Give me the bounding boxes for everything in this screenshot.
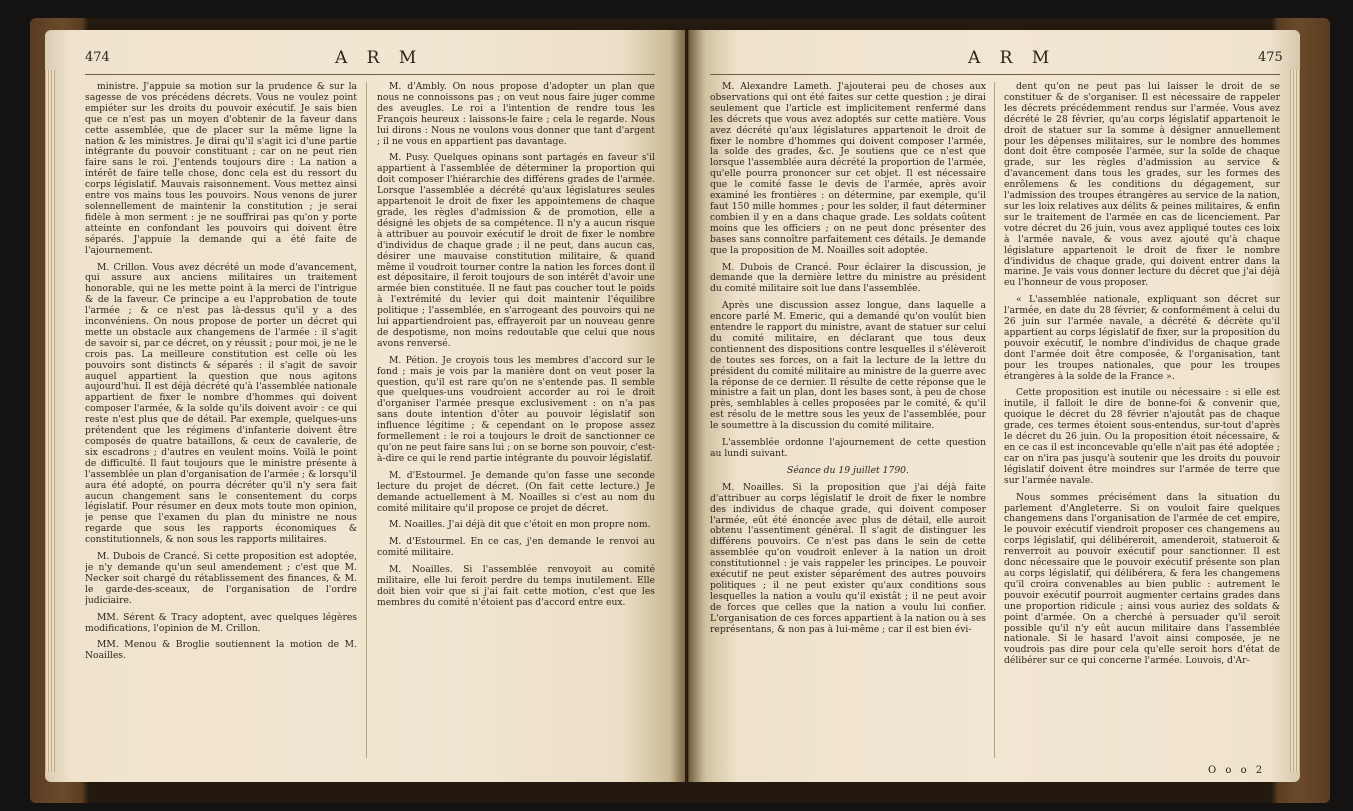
right-page-edge <box>1290 70 1300 772</box>
paragraph: M. d'Estourmel. Je demande qu'on fasse une seconde lecture du projet de décret. (On fait cette lecture.) Je demande actuellement à M. Noailles si c'est au nom du comité militaire qu'il propose ce projet de décret. <box>377 469 655 514</box>
right-head-rule <box>710 74 1280 75</box>
paragraph: M. Dubois de Crancé. Si cette proposition est adoptée, je n'y demande qu'un seul amendement ; c'est que M. Necker soit chargé du rétablissement des finances, & M. le garde-des-sceaux, de l'organisation de l'ordre judiciaire. <box>85 551 357 606</box>
paragraph: M. Pétion. Je croyois tous les membres d'accord sur le fond ; mais je vois par la manière dont on veut poser la question, qu'il est rare qu'on ne s'entende pas. Il semble que quelques-uns voudroient accorder au roi le droit d'organiser l'armée presque exclusivement : on n'a pas sans doute intention d'ôter au pouvoir législatif son influence légitime ; & cependant on le propose assez formellement : le roi a toujours le droit de sanctionner ce qu'on ne peut faire sans lui ; on se borne son pouvoir, c'est-à-dire ce qui le rend partie intégrante du pouvoir législatif. <box>377 354 655 464</box>
decree-quote: « L'assemblée nationale, expliquant son décret sur l'armée, en date du 28 février, & conformément à celui du 26 juin sur l'armée navale, a décrété & décrète qu'il appartient au corps législatif de fixer, sur la proposition du pouvoir exécutif, le nombre d'individus de chaque grade dont l'armée doit être composée, & l'organisation, tant pour les troupes nationales, que pour les troupes étrangères à la solde de la France ». <box>1004 294 1280 382</box>
right-headword: A R M <box>968 48 1057 68</box>
right-running-head <box>688 48 1300 72</box>
right-column-1 <box>710 82 986 762</box>
left-headword: A R M <box>335 48 424 68</box>
paragraph: M. Noailles. Si l'assemblée renvoyoit au comité militaire, elle lui feroit perdre du temps inutilement. Elle doit bien voir que si j'ai fait cette motion, c'est que les membres du comité n'étoient pas d'accord entre eux. <box>377 564 655 608</box>
paragraph: MM. Menou & Broglie soutiennent la motion de M. Noailles. <box>85 639 357 662</box>
paragraph: M. Noailles. Si la proposition que j'ai déjà faite d'attribuer au corps législatif le droit de fixer le nombre des individus de chaque grade, qui doivent composer l'armée, eût été énoncée avec plus de détail, elle auroit obtenu l'assentiment général. Il s'agit de distinguer les différens pouvoirs. Ce n'est pas dans le sein de cette assemblée qu'on voudroit enlever à la nation un droit constitutionnel : je vais rappeler les principes. Le pouvoir exécutif ne peut exister séparément des autres pouvoirs politiques ; il ne peut exister qu'aux conditions sous lesquelles la nation a voulu qu'il existât ; il ne peut avoir de forces que celles que la nation a voulu lui confier. L'organisation de ces forces appartient à la nation ou à ses représentans, & non pas à lui-même ; car il est bien évi- <box>710 481 986 635</box>
left-column-1 <box>85 82 357 762</box>
session-heading: Séance du 19 juillet 1790. <box>787 464 909 476</box>
left-page-edge <box>45 70 55 772</box>
paragraph: Après une discussion assez longue, dans laquelle a encore parlé M. Emeric, qui a demandé qu'on voulût bien entendre le rapport du ministre, avant de statuer sur celui du comité militaire, en déclarant que tous deux contiennent des dispositions contre lesquelles il s'élèveroit de toutes ses forces, on a fait la lecture de la lettre du président du comité militaire au ministre de la guerre avec la réponse de ce dernier. Il résulte de cette réponse que le ministre a fait un plan, dont les bases sont, à peu de chose près, semblables à celles proposées par le comité, & qu'il est résolu de le mettre sous les yeux de l'assemblée, pour le soumettre à la discussion du comité militaire. <box>710 300 986 432</box>
paragraph: M. Pusy. Quelques opinans sont partagés en faveur s'il appartient à l'assemblée de déterminer la proportion qui doit composer l'hiérarchie des différens grades de l'armée. Lorsque l'assemblée a décrété qu'aux législatures seules appartenoit le droit de fixer les appointemens de chaque grade, les règles d'admission & de promotion, elle a désigné les objets de sa compétence. Il n'y a aucun risque à attribuer au pouvoir exécutif le droit de fixer le nombre d'individus de chaque grade ; il ne peut, dans aucun cas, désirer une mauvaise constitution militaire, & quand même il voudroit tourner contre la nation les forces dont il est dépositaire, il feroit toujours de son intérêt d'avoir une armée bien constituée. Il ne faut pas coucher tout le poids à l'extrémité du levier qui doit maintenir l'équilibre politique ; l'assemblée, en s'arrogeant des pouvoirs qui ne lui appartiendroient pas, effrayeroit par un nouveau genre de despotisme, non moins redoutable que celui que nous avons renversé. <box>377 152 655 349</box>
right-page <box>688 30 1300 782</box>
paragraph: dent qu'on ne peut pas lui laisser le droit de se constituer & de s'organiser. Il est nécessaire de rappeler les décrets précédemment rendus sur l'armée. Vous avez décrété le 28 février, qu'au corps législatif appartenoit le droit de statuer sur la somme à désigner annuellement pour les dépenses militaires, sur le nombre des hommes dont doit être composée l'armée, sur la solde de chaque grade, sur les règles d'admission au service & d'avancement dans tous les grades, sur les formes des enrôlemens & les conditions du dégagement, sur l'admission des troupes étrangères au service de la nation, sur les loix relatives aux délits & peines militaires, & enfin sur le traitement de l'armée en cas de licenciement. Par votre décret du 26 juin, vous avez appliqué toutes ces loix à l'armée navale, & vous avez ajouté qu'à chaque législature appartenoit le droit de fixer le nombre d'individus de chaque grade, qui doivent entrer dans la marine. Je vais vous donner lecture du décret que j'ai déjà eu l'honneur de vous proposer. <box>1004 82 1280 289</box>
signature-mark: O o o 2 <box>1208 765 1266 776</box>
paragraph: M. Dubois de Crancé. Pour éclairer la discussion, je demande que la dernière lettre du ministre au président du comité militaire soit lue dans l'assemblée. <box>710 261 986 295</box>
paragraph: ministre. J'appuie sa motion sur la prudence & sur la sagesse de vos précédens décrets. Vous ne voulez point empiéter sur les droits du pouvoir exécutif. Je sais bien que ce n'est pas un moyen d'obtenir de la faveur dans cette assemblée, que de placer sur la même ligne la nation & les ministres. Je dirai qu'il s'agit ici d'une partie intégrante du pouvoir constituant ; car on ne peut rien faire sans le roi. J'entends toujours dire : La nation a intérêt de faire telle chose, donc cela est du ressort du corps législatif. Mauvais raisonnement. Vous mettez ainsi entre vos mains tous les pouvoirs. Nous venons de jurer solennellement de maintenir la constitution ; je serai fidèle à mon serment : je ne souffrirai pas qu'on y porte atteinte en confondant les pouvoirs qui doivent être séparés. J'appuie la demande qui a été faite de l'ajournement. <box>85 82 357 256</box>
right-column-divider <box>994 82 995 758</box>
paragraph: Cette proposition est inutile ou nécessaire : si elle est inutile, il falloit le dire de bonne-foi & convenir que, quoique le décret du 28 février n'ajoutât pas de chaque grade, ces termes étoient sous-entendus, sur-tout d'après le décret du 26 juin. Ou la proposition étoit nécessaire, & en ce cas il est inconcevable qu'elle n'ait pas été adoptée ; car on n'ira pas jusqu'à soutenir que les droits du pouvoir législatif doivent être moindres sur l'armée de terre que sur l'armée navale. <box>1004 387 1280 486</box>
paragraph: M. d'Ambly. On nous propose d'adopter un plan que nous ne connoissons pas ; on veut nous faire juger comme des aveugles. Le roi a l'intention de rendre tous les François heureux : laissons-le faire ; cela le regarde. Nous lui dirons : Nous ne voulons vous donner que tant d'argent ; il ne vous en appartient pas davantage. <box>377 82 655 147</box>
paragraph: M. Alexandre Lameth. J'ajouterai peu de choses aux observations qui ont été faites sur cette question ; je dirai seulement que l'article est implicitement renfermé dans les décrets que vous avez adoptés sur cette matière. Vous avez décrété qu'aux législatures appartenoit le droit de fixer le nombre d'hommes qui doivent composer l'armée, la solde des grades, &c. Je soutiens que ce n'est que lorsque l'assemblée aura décrété la proportion de l'armée, qu'elle pourra prononcer sur cet objet. Il est nécessaire que le comité fasse le devis de l'armée, après avoir examiné les frontières : on détermine, par exemple, qu'il faut 150 mille hommes ; pour les solder, il faut déterminer combien il y en a dans chaque grade. Les soldats coûtent moins que les officiers ; on ne peut donc présenter des bases sans connoître parfaitement ces détails. Je demande que la proposition de M. Noailles soit adoptée. <box>710 82 986 256</box>
paragraph: M. d'Estourmel. En ce cas, j'en demande le renvoi au comité militaire. <box>377 536 655 559</box>
right-column-2 <box>1004 82 1280 762</box>
paragraph: L'assemblée ordonne l'ajournement de cette question au lundi suivant. <box>710 437 986 459</box>
paragraph: Nous sommes précisément dans la situation du parlement d'Angleterre. Si on vouloit faire quelques changemens dans l'organisation de l'armée de cet empire, le pouvoir exécutif viendroit proposer ces changemens au corps législatif, qui délibéreroit, amenderoit, statueroit & renverroit au pouvoir exécutif pour sanctionner. Il est donc nécessaire que le pouvoir exécutif présente son plan au corps législatif, qui délibérera, & fera les changemens qu'il croira convenables au bien public : autrement le pouvoir exécutif pourroit augmenter certains grades dans une proportion ridicule ; ainsi vous auriez des soldats & point d'armée. On a cherché à persuader qu'il seroit possible qu'il n'y eût aucun militaire dans l'assemblée nationale. Si le hasard l'avoit ainsi composée, je ne voudrois pas dire pour cela qu'elle seroit hors d'état de délibérer sur ce qui concerne l'armée. Louvois, d'Ar- <box>1004 491 1280 667</box>
left-column-2 <box>377 82 655 762</box>
right-page-number: 475 <box>1258 50 1283 65</box>
paragraph: M. Noailles. J'ai déjà dit que c'étoit en mon propre nom. <box>389 519 651 531</box>
left-running-head <box>45 48 685 72</box>
left-column-divider <box>366 82 367 758</box>
left-page-number: 474 <box>85 50 110 65</box>
paragraph: MM. Sérent & Tracy adoptent, avec quelques légères modifications, l'opinion de M. Crillon. <box>85 611 357 634</box>
paragraph: M. Crillon. Vous avez décrété un mode d'avancement, qui assure aux anciens militaires un traitement honorable, qui ne les mette point à la merci de l'intrigue & de la faveur. Ce principe a eu l'approbation de toute l'armée ; & ce n'est pas là-dessus qu'il y a des inconvéniens. On nous propose de porter un décret qui mette un obstacle aux changemens de l'armée : il s'agit de savoir si, par ce décret, on y réussit ; pour moi, je ne le crois pas. La meilleure constitution est celle où les pouvoirs sont distincts & séparés : il s'agit de savoir auquel appartient la question que nous agitons aujourd'hui. Il est déjà décrété qu'à l'assemblée nationale appartient de fixer le nombre d'hommes qui doivent composer l'armée, & la solde qu'ils doivent avoir : ce qui reste n'est plus que de détail. Par exemple, quelques-uns prétendent que les régimens d'infanterie doivent être composés de quatre bataillons, & ceux de cavalerie, de six escadrons ; d'autres en veulent moins. Voilà le point de difficulté. Il faut toujours que le ministre présente à l'assemblée un plan d'organisation de l'armée ; & lorsqu'il aura été adopté, on pourra décréter qu'il n'y sera fait aucun changement sans le consentement du corps législatif. Pour résumer en deux mots toute mon opinion, je pense que l'examen du plan du ministre ne nous regarde que sous les rapports économiques & constitutionnels, & non sous les rapports militaires. <box>85 261 357 546</box>
left-page <box>45 30 685 782</box>
left-head-rule <box>85 74 655 75</box>
